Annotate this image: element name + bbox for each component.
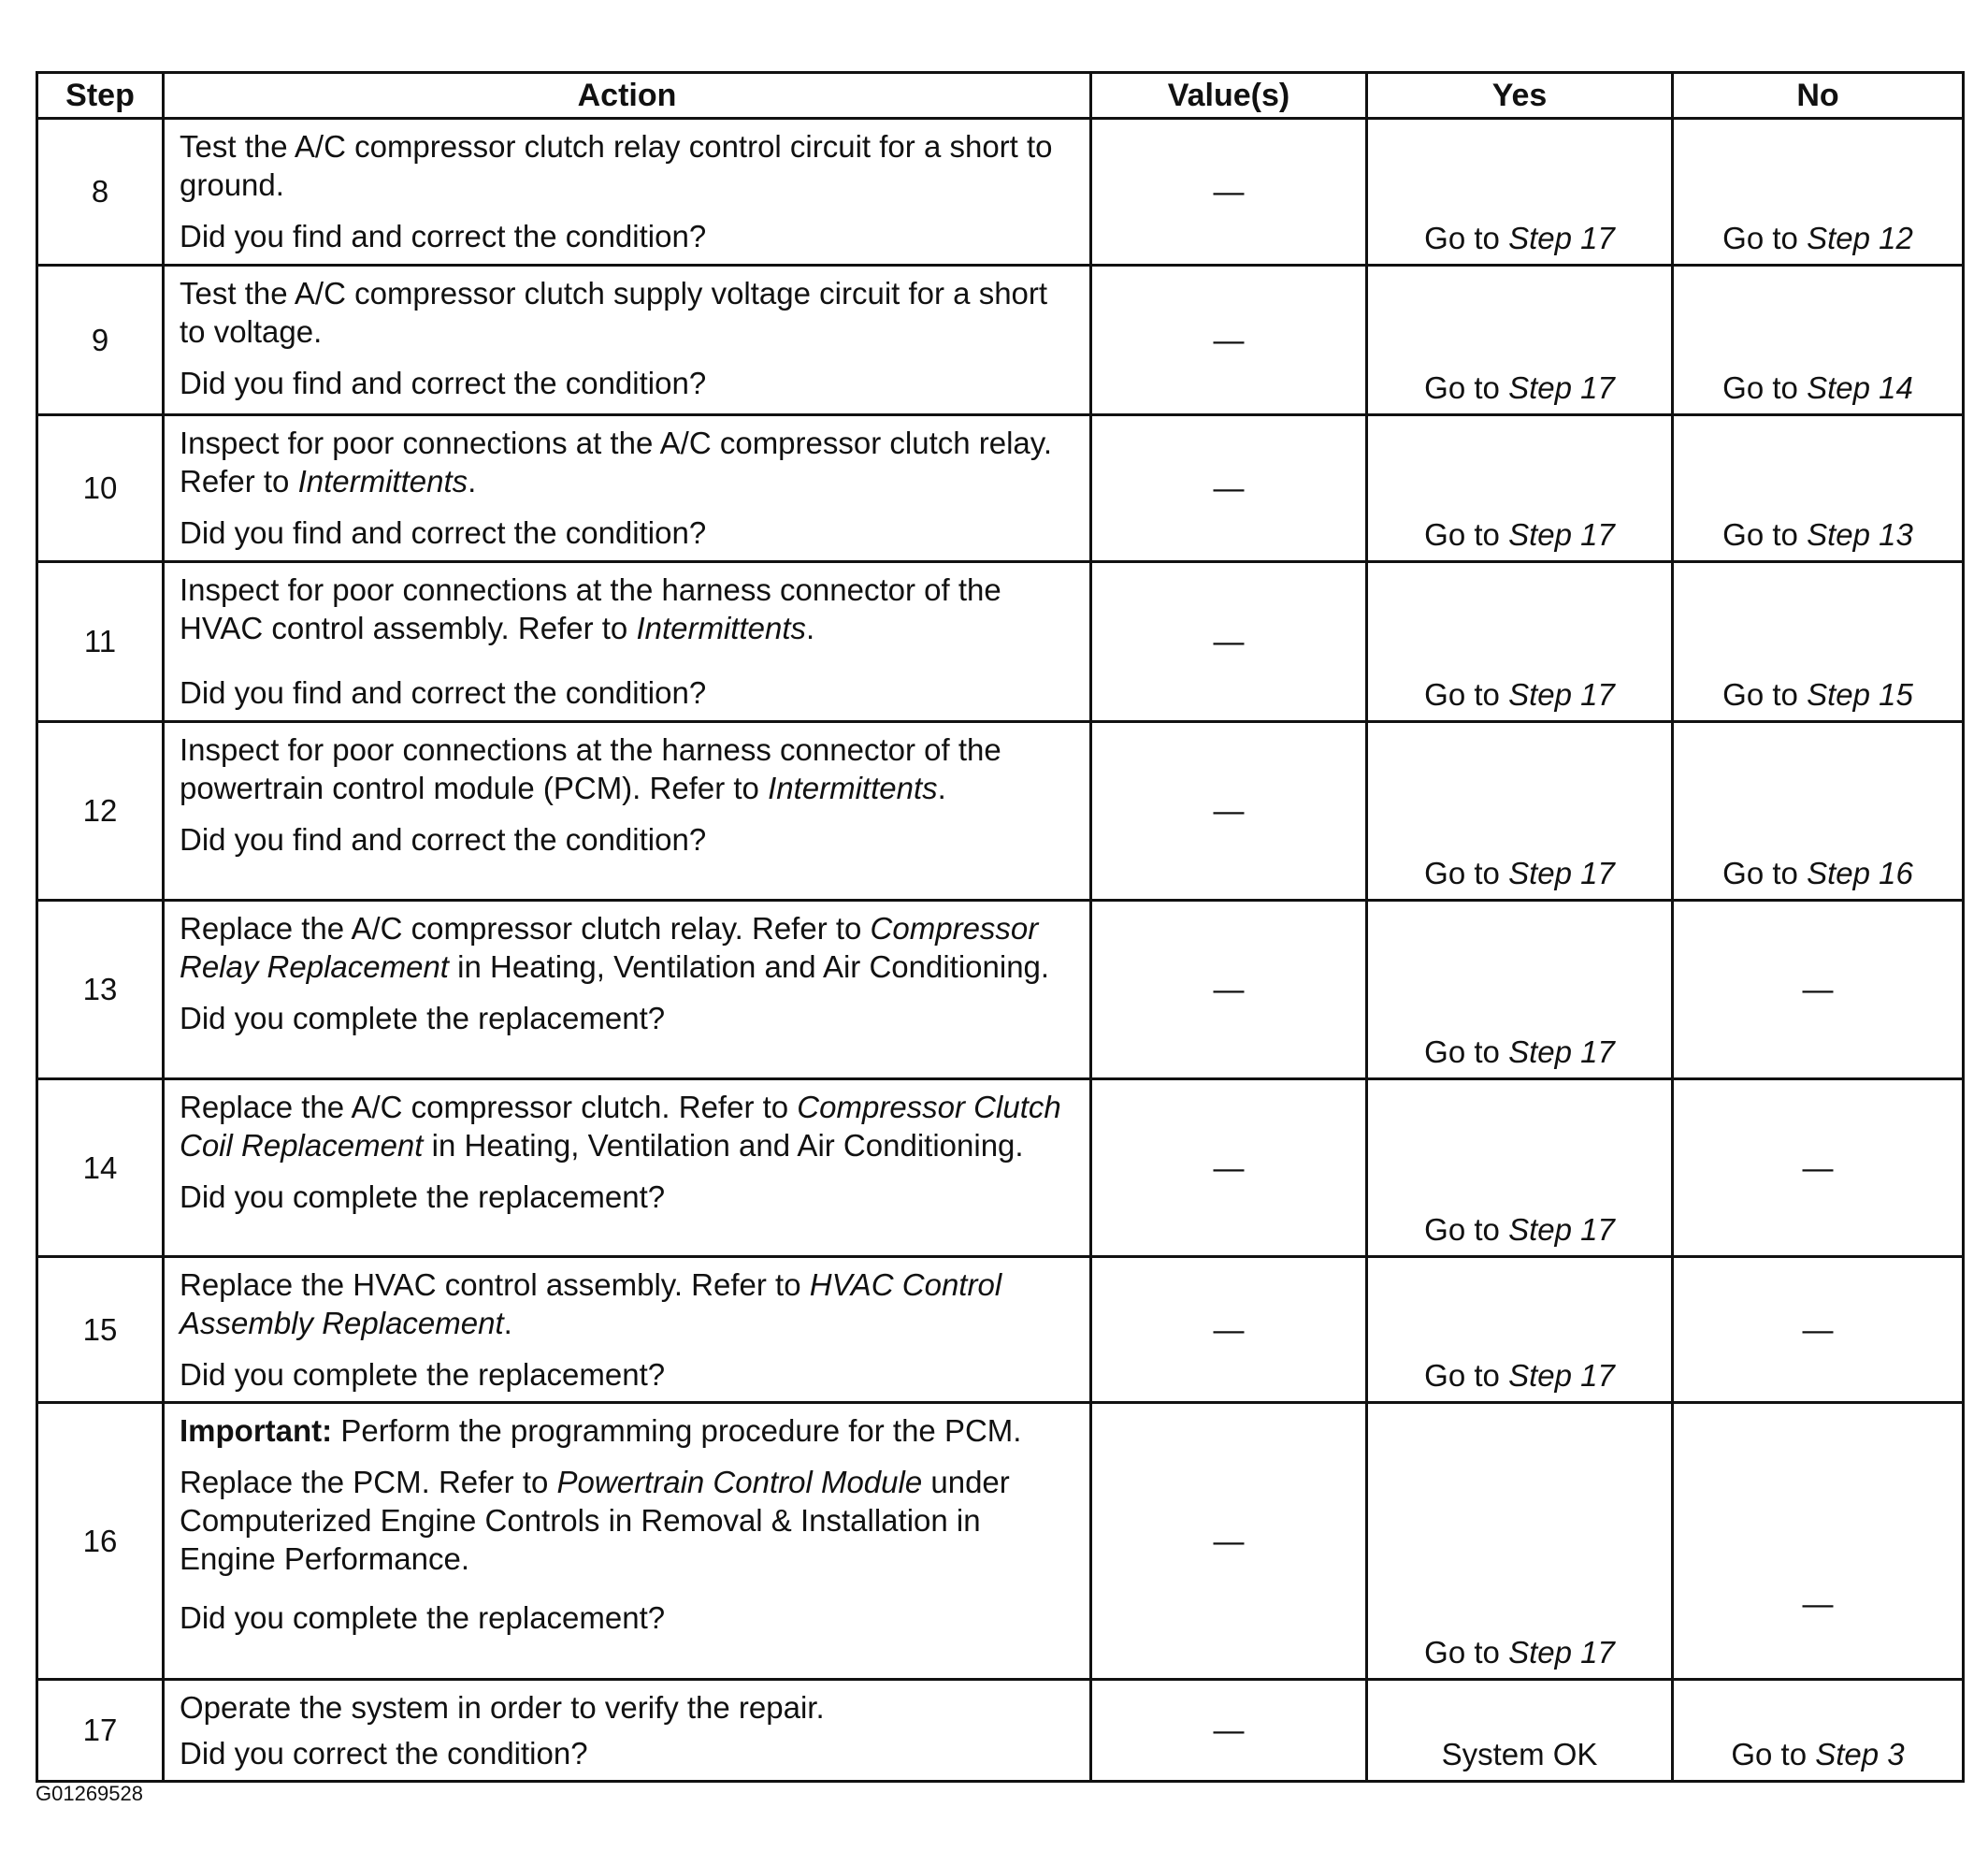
action-text-part: under Computerized Engine Controls in Removal & Installation in Engine Performance. [180,1465,1010,1576]
yes-prefix: Go to [1424,370,1509,405]
action-text-part: . [468,464,477,499]
yes-step-link[interactable]: Step 17 [1508,856,1615,890]
step-number: 17 [37,1680,164,1782]
no-prefix: Go to [1722,517,1808,552]
action-reference-link[interactable]: Intermittents [636,611,807,645]
no-cell [1673,266,1964,415]
yes-cell: System OK [1367,1680,1673,1782]
no-cell [1673,562,1964,722]
action-question: Did you complete the replacement? [180,1001,666,1035]
action-reference-link[interactable]: HVAC Control Assembly Replacement [180,1267,1002,1340]
table-row [37,415,1964,562]
no-cell [1673,1680,1964,1782]
action-question: Did you complete the replacement? [180,1600,666,1635]
yes-prefix: Go to [1424,1034,1509,1069]
action-question: Did you find and correct the condition? [180,822,707,857]
action-question: Did you find and correct the condition? [180,366,707,400]
no-step-link[interactable]: Step 12 [1807,221,1913,255]
yes-prefix: Go to [1424,1635,1509,1670]
action-text [180,730,1080,807]
yes-step-link[interactable]: Step 17 [1508,1212,1615,1247]
action-text-part: in Heating, Ventilation and Air Conditioning. [448,949,1050,984]
action-text [180,1463,1080,1578]
no-step-link[interactable]: Step 16 [1807,856,1913,890]
no-cell: — [1673,901,1964,1079]
action-cell [164,415,1091,562]
action-text-part: Replace the PCM. Refer to [180,1465,557,1499]
action-cell [164,1403,1091,1680]
value-cell: — [1091,1079,1367,1257]
step-number: 8 [37,119,164,266]
yes-cell [1367,119,1673,266]
action-text: Operate the system in order to verify the repair. [180,1690,825,1725]
yes-cell [1367,266,1673,415]
step-number: 9 [37,266,164,415]
yes-step-link[interactable]: Step 17 [1508,1034,1615,1069]
yes-prefix: Go to [1424,856,1509,890]
no-prefix: Go to [1722,856,1808,890]
action-text [180,1088,1080,1164]
step-number: 14 [37,1079,164,1257]
yes-cell [1367,562,1673,722]
table-row [37,1403,1964,1680]
diagnostic-table-sheet [36,71,1962,1783]
table-row [37,722,1964,901]
yes-cell [1367,722,1673,901]
step-number: 15 [37,1257,164,1403]
action-text-part: Replace the A/C compressor clutch relay. Refer to [180,911,871,946]
value-cell: — [1091,415,1367,562]
header-action: Action [164,73,1091,119]
action-text-part: in Heating, Ventilation and Air Conditioning. [423,1128,1024,1163]
action-cell [164,1680,1091,1782]
value-cell: — [1091,562,1367,722]
yes-step-link[interactable]: Step 17 [1508,1635,1615,1670]
step-number: 13 [37,901,164,1079]
action-text-part: Inspect for poor connections at the harness connector of the powertrain control module (PCM). Refer to [180,732,1001,805]
no-prefix: Go to [1731,1737,1816,1771]
yes-step-link[interactable]: Step 17 [1508,517,1615,552]
yes-cell [1367,1257,1673,1403]
action-text-part: . [503,1306,512,1340]
action-cell [164,722,1091,901]
no-step-link[interactable]: Step 13 [1807,517,1913,552]
step-number: 10 [37,415,164,562]
action-question: Did you correct the condition? [180,1736,588,1771]
header-values: Value(s) [1091,73,1367,119]
action-question: Did you complete the replacement? [180,1357,666,1392]
table-header-row [37,73,1964,119]
no-cell [1673,415,1964,562]
action-text-part: Replace the A/C compressor clutch. Refer to [180,1090,798,1124]
no-step-link[interactable]: Step 14 [1807,370,1913,405]
value-cell: — [1091,119,1367,266]
value-cell: — [1091,266,1367,415]
header-step: Step [37,73,164,119]
important-note [180,1411,1080,1450]
action-reference-link[interactable]: Compressor Relay Replacement [180,911,1039,984]
no-step-link[interactable]: Step 15 [1807,677,1913,712]
no-prefix: Go to [1722,221,1808,255]
action-reference-link[interactable]: Compressor Clutch Coil Replacement [180,1090,1061,1163]
no-cell: — [1673,1403,1964,1680]
action-question: Did you find and correct the condition? [180,675,707,710]
action-question: Did you complete the replacement? [180,1179,666,1214]
header-yes: Yes [1367,73,1673,119]
step-number: 12 [37,722,164,901]
yes-cell [1367,1403,1673,1680]
yes-prefix: Go to [1424,677,1509,712]
table-row [37,1257,1964,1403]
action-text-part: . [806,611,815,645]
no-cell: — [1673,1079,1964,1257]
table-row [37,562,1964,722]
yes-prefix: Go to [1424,221,1509,255]
table-row [37,901,1964,1079]
figure-code: G01269528 [36,1782,143,1805]
action-cell [164,562,1091,722]
table-row [37,266,1964,415]
action-cell [164,1257,1091,1403]
action-text [180,1265,1080,1342]
action-text [180,571,1080,647]
action-cell [164,266,1091,415]
value-cell: — [1091,722,1367,901]
action-text-part: . [937,771,946,805]
important-label: Important: [180,1413,333,1448]
yes-step-link[interactable]: Step 17 [1508,221,1615,255]
action-text-part: Inspect for poor connections at the harness connector of the HVAC control assembly. Refer to [180,572,1001,645]
action-question: Did you find and correct the condition? [180,515,707,550]
action-text-part: Replace the HVAC control assembly. Refer to [180,1267,810,1302]
action-text: Test the A/C compressor clutch supply voltage circuit for a short to voltage. [180,276,1048,349]
yes-cell [1367,901,1673,1079]
no-prefix: Go to [1722,677,1808,712]
no-prefix: Go to [1722,370,1808,405]
no-step-link[interactable]: Step 3 [1815,1737,1905,1771]
table-row [37,1079,1964,1257]
action-cell [164,1079,1091,1257]
value-cell: — [1091,1257,1367,1403]
yes-prefix: Go to [1424,1358,1509,1393]
action-reference-link[interactable]: Powertrain Control Module [556,1465,923,1499]
action-cell [164,119,1091,266]
step-number: 11 [37,562,164,722]
yes-cell [1367,1079,1673,1257]
value-cell: — [1091,901,1367,1079]
yes-prefix: Go to [1424,1212,1509,1247]
step-number: 16 [37,1403,164,1680]
no-cell: — [1673,1257,1964,1403]
no-cell [1673,722,1964,901]
action-reference-link[interactable]: Intermittents [297,464,468,499]
no-cell [1673,119,1964,266]
header-no: No [1673,73,1964,119]
action-text [180,909,1080,986]
yes-prefix: Go to [1424,517,1509,552]
action-text: Test the A/C compressor clutch relay control circuit for a short to ground. [180,129,1053,202]
action-cell [164,901,1091,1079]
action-question: Did you find and correct the condition? [180,219,707,253]
yes-step-link[interactable]: Step 17 [1508,370,1615,405]
table-row [37,119,1964,266]
diagnostic-table [36,71,1965,1783]
yes-step-link[interactable]: Step 17 [1508,1358,1615,1393]
action-text [180,424,1080,500]
action-reference-link[interactable]: Intermittents [768,771,938,805]
table-row [37,1680,1964,1782]
value-cell: — [1091,1403,1367,1680]
yes-step-link[interactable]: Step 17 [1508,677,1615,712]
action-text-part: Inspect for poor connections at the A/C compressor clutch relay. Refer to [180,426,1053,499]
value-cell: — [1091,1680,1367,1782]
important-text: Perform the programming procedure for the PCM. [332,1413,1022,1448]
yes-cell [1367,415,1673,562]
